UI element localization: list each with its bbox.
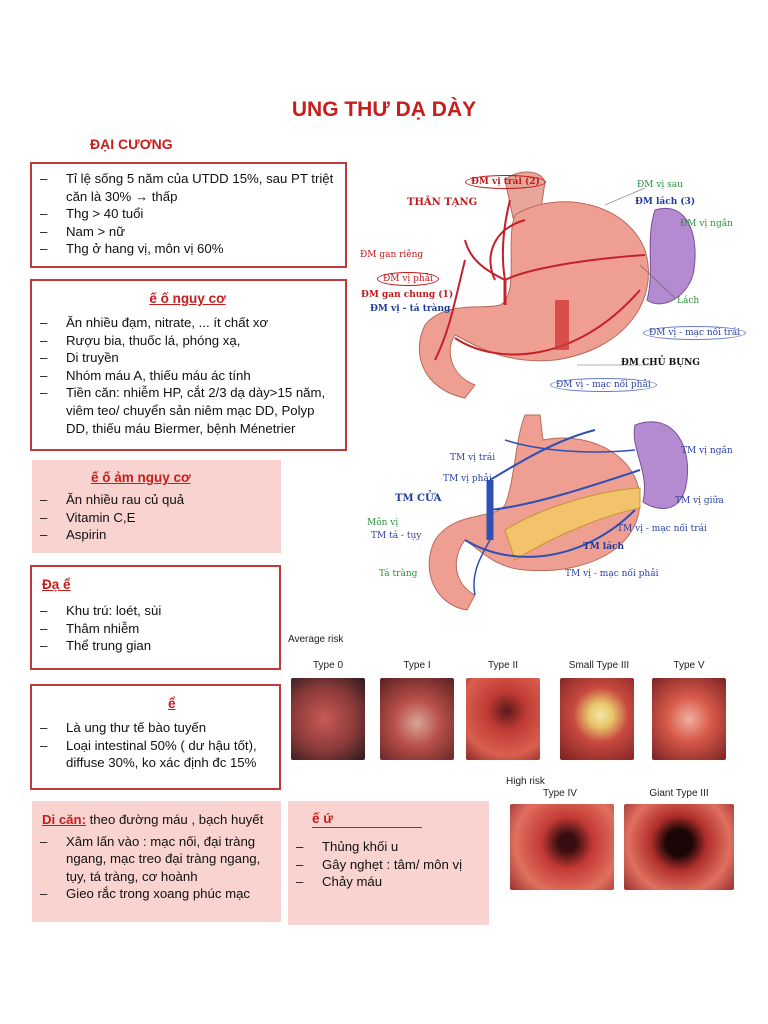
list-item: – Thể trung gian [36,637,273,655]
label-tm-vi-giua: TM vị giữa [675,496,724,506]
list-item: – Gieo rắc trong xoang phúc mạc [36,885,275,903]
average-risk-label: Average risk [288,634,344,645]
label-lach: Lách [677,296,700,306]
list-item: – Thủng khối u [292,838,483,856]
label-tm-lach: TM lách [583,542,625,552]
venous-figure [355,410,765,625]
label-dm-gan-chung: ĐM gan chung (1) [361,290,454,300]
label-tm-vi-mac-noi-phai: TM vị - mạc nối phải [565,569,659,579]
box-heading: ế ứ [312,811,422,828]
venous-figure-drawing [355,410,765,625]
list-item: – Thâm nhiễm [36,620,273,638]
list-item: – Khu trú: loét, sùi [36,602,273,620]
box-di-can [32,801,281,922]
label-dm-vi-ta-trang: ĐM vị - tá tràng [370,304,451,314]
label-mon-vi: Môn vị [367,518,399,528]
endoscopy-image-type-4 [510,804,614,890]
box-vi-the [30,684,281,790]
label-dm-gan-rieng: ĐM gan riêng [360,250,424,260]
endo-label-type-2: Type II [487,660,518,671]
list-item: – Tỉ lệ sống 5 năm của UTDD 15%, sau PT triệt căn là 30% → thấp [36,170,339,205]
list-item: – Di truyền [36,349,339,367]
endoscopy-image-type-2 [466,678,540,760]
list-item: – Thg ở hang vị, môn vị 60% [36,240,339,258]
label-dm-vi-sau: ĐM vị sau [637,180,683,190]
label-dm-vi-phai: ĐM vị phải [377,272,439,286]
label-dm-vi-trai: ĐM vị trái (2) [465,175,546,189]
label-tm-vi-mac-noi-trai: TM vị - mạc nối trái [617,524,707,534]
label-than-tang: THÂN TẠNG [407,197,478,208]
page-title: UNG THƯ DẠ DÀY [291,98,477,121]
label-dm-chu-bung: ĐM CHỦ BỤNG [621,358,700,368]
list-item: – Tiền căn: nhiễm HP, cắt 2/3 dạ dày>15 năm, viêm teo/ chuyển sản niêm mạc DD, Polyp DD, thiếu máu Biermer, bệnh Ménetrier [36,384,339,437]
list-item: – Vitamin C,E [36,509,275,527]
endo-label-type-5: Type V [673,660,705,671]
list-item: – Nam > nữ [36,223,339,241]
di-can-label: Di căn: [42,812,86,827]
di-can-text: theo đường máu , bạch huyết [85,812,264,827]
list-item: – Loại intestinal 50% ( dư hậu tốt), diffuse 30%, ko xác định đc 15% [36,737,273,772]
section-heading-dai-cuong: ĐẠI CƯƠNG [90,136,173,152]
box-dai-the [30,565,281,670]
list-item: – Gây nghẹt : tâm/ môn vị [292,856,483,874]
list-item: – Rượu bia, thuốc lá, phóng xạ, [36,332,339,350]
box-heading: ế ố ảm nguy cơ [91,470,191,485]
label-tm-cua: TM CỬA [395,493,442,504]
endoscopy-image-type-0 [291,678,365,760]
list-item: – Là ung thư tế bào tuyến [36,719,273,737]
endoscopy-image-type-5 [652,678,726,760]
arterial-figure [355,160,765,405]
list-item: – Ăn nhiều rau củ quả [36,491,275,509]
label-dm-vi-mac-noi-phai: ĐM vị - mạc nối phải [550,378,657,392]
list-item: – Ăn nhiều đạm, nitrate, ... ít chất xơ [36,314,339,332]
label-tm-ta-tuy: TM tá - tụy [371,531,422,541]
label-ta-trang: Tá tràng [379,569,418,579]
list-item: – Xâm lấn vào : mạc nối, đại tràng ngang, mạc treo đại tràng ngang, tụy, tá tràng, cơ hoành [36,833,275,886]
box-heading: Đạ ể [42,577,71,592]
endoscopy-image-type-1 [380,678,454,760]
box-yeu-to-nguy-co [30,279,347,451]
list-item: – Aspirin [36,526,275,544]
di-can-line [42,811,275,829]
endo-label-giant-type-3: Giant Type III [649,788,709,799]
label-dm-vi-mac-noi-trai: ĐM vị - mạc nối trái [643,326,746,340]
endoscopy-image-type-3-small [560,678,634,760]
box-heading: ế ố nguy cơ [149,291,226,306]
label-dm-lach: ĐM lách (3) [635,197,696,207]
box-bien-chung [288,801,489,925]
high-risk-label: High risk [506,776,545,787]
label-dm-vi-ngan: ĐM vị ngắn [680,219,733,229]
label-tm-vi-phai: TM vị phải [443,474,492,484]
endo-label-type-0: Type 0 [312,660,344,671]
label-tm-vi-trai: TM vị trái [450,453,496,463]
list-item: – Thg > 40 tuổi [36,205,339,223]
list-item: – Chảy máu [292,873,483,891]
endo-label-small-type-3: Small Type III [568,660,630,671]
endo-label-type-1: Type I [403,660,431,671]
endo-label-type-4: Type IV [543,788,577,799]
box-dai-cuong [30,162,347,268]
endoscopy-image-giant-type-3 [624,804,734,890]
box-yeu-to-giam-nguy-co [32,460,281,553]
box-heading: ể [168,696,176,711]
label-tm-vi-ngan: TM vị ngắn [681,446,733,456]
list-item: – Nhóm máu A, thiếu máu ác tính [36,367,339,385]
